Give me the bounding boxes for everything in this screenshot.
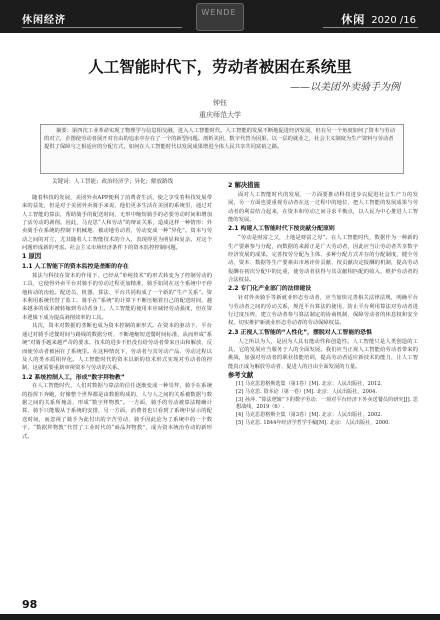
author-affiliation: 重庆师范大学 [199, 111, 241, 119]
body-paragraph: 随着科技的发展，美团外卖APP便利了消费者生活，使之享受着科技发展带来的益处，但是对于美团外卖骑手来说，他们更多生活在美团的系统里，通过对人工智能的算法，帮助骑手的配送时间，无形中缩短骑手的必要劳动时间和增加了活劳动的剥削。因此，马克思“人和劳动”的辩证关系，造成这样一种情形：外卖骑手在系统的控制下机械地、被动地劳动着，劳动变成一种“异化”。资本与劳动之间的对立，尤其随着人工智能技术的介入，表现得更为明显和复杂。对这个问题形成新的考虑。社会主义市场经济条件下的资本监控控制问题。 [22, 195, 212, 252]
body-paragraph: 面对人工智能时代的发展，一方面要推动科技进步以促进社会生产力的发展，另一方面也要重视劳动者在这一过程中的地位，把人工智能的发展成果与劳动者的利益结合起来，在资本和劳动之间寻求平衡点，以人民为中心推进人工智能的发展。 [228, 192, 418, 224]
issue-label [341, 11, 416, 27]
body-paragraph: 其次，资本对数据的垄断也成为资本控制的新形式。在资本的驱动下，平台通过对骑手送餐时间与路线的数据分析，不断地缩短送餐时间标准，从而形成“系统”对骑手越来越严苛的要求。技术的进步不但没有给劳动者带来自由和解放，反而使劳动者被困在了系统里。在这种情况下，劳动者与其劳动产品、劳动过程以及人的类本质相异化。人工智能时代的资本以新的技术形式实现对劳动者的控制，这就需要重新审视资本与劳动的关系。 [22, 323, 212, 372]
article-title: 人工智能时代下，劳动者被困在系统里 [88, 58, 352, 76]
section-label: 休闲经济 [22, 15, 66, 26]
author-name: 钟钰 [213, 99, 227, 107]
reference-item: [2] 马克思. 资本论（第一卷）[M]. 北京：人民出版社，2004. [236, 388, 377, 395]
header-rule-left [22, 27, 182, 28]
reference-item: [5] 马克思. 1844年经济学哲学手稿[M]. 北京：人民出版社，2000. [236, 420, 390, 427]
issue-number: 2020 /16 [371, 15, 416, 26]
reference-item: [3] 孙萍. “算法逻辑”下的数字劳动：一项对平台经济下外卖送餐员的研究[J]. 思想战线，2019（6）. [236, 396, 418, 411]
journal-logo [196, 3, 242, 29]
subsection-heading: 2.1 构建人工智能时代下按贡献分配原则 [228, 226, 335, 233]
keywords: 关键词：人工智能；政治经济学；异化；解放路线 [52, 179, 174, 185]
logo-text: WENDE [201, 8, 237, 17]
body-paragraph: 人之所以为人，是因为人具有能动性和创造性。人工智能只是人类创造的工具，它的发展应当服务于人的全面发展。我们应当正视人工智能给劳动者带来的挑战，加强对劳动者的职业技能培训，提高劳动者适应新技术的能力，让人工智能真正成为解放劳动者、促进人的自由全面发展的力量。 [228, 338, 418, 370]
reference-item: [4] 马克思恩格斯全集（第3卷）[M]. 北京：人民出版社，2002. [236, 412, 383, 419]
body-paragraph: 在人工智能时代，人们对数据与算法的信任逐渐变成一种崇拜，骑手在系统的指挥下奔跑，好像整个世界都是由数据构成的，人与人之间的关系被数据与数据之间的关系所掩盖，形成“数字拜物教”。一方面，骑手的劳动被算法精确计算，骑手只能服从于系统的安排，另一方面，消费者也只看到了系统中显示的配送时间，而忽视了骑手为此付出的辛苦劳动，骑手因此沦为了系统中的一个数字。“数据拜物教”代替了工业时代的“商品拜物教”，成为资本统治劳动的新形式。 [22, 383, 212, 440]
page-number: 98 [22, 598, 38, 611]
footer-bar [0, 614, 440, 620]
section-heading: 2 解决措施 [228, 182, 260, 189]
body-column-right [228, 181, 418, 428]
column-label: 休闲 [341, 13, 366, 26]
header-rule-right [323, 27, 418, 28]
section-heading: 1 原因 [22, 253, 42, 261]
article-subtitle: ——以美团外卖骑手为例 [290, 82, 400, 93]
body-paragraph: 算法与科技在资本的作用下，已经从“单纯技术”的形式转变为了控制劳动的工具，它使得外卖平台对骑手的劳动过程更加精准，骑手如同在这个系统中不停地转动的齿轮。配送员、机器、算法、平台共同构成了一个新的“生产关系”。资本利用系统代替了监工，骑手在“系统”的计算下不断压缩着自己的配送时间，越来越多的成本被转嫁到劳动者身上。人工智能的使用本应减轻劳动强度，但在资本逻辑下成为提高剥削效率的工具。 [22, 272, 212, 321]
body-paragraph: 针对外卖骑手等新就业形态劳动者，应当加快完善相关法律法规，明确平台与劳动者之间的劳动关系，规范平台算法的使用，防止平台利用算法对劳动者进行过度压榨，建立劳动者参与算法制定的协商机制，保障劳动者的休息权和安全权，切实维护新就业形态劳动者的劳动保障权益。 [228, 295, 418, 327]
subsection-heading: 2.2 专门化产业部门的法律建设 [228, 286, 312, 293]
subsection-heading: 1.1 人工智能下的资本监控是垄断的存在 [22, 264, 129, 270]
section-heading: 参考文献 [228, 372, 254, 379]
body-column-left [22, 194, 212, 441]
subsection-heading: 1.2 系统控制人工，形成“数字拜物教” [22, 374, 125, 381]
body-paragraph: “劳动是财富之父，土地是财富之母”。在人工智能时代，数据作为一种新的生产要素参与分配，而数据的来源正是广大劳动者，因此应当让劳动者共享数字经济发展的成果。完善按劳分配为主体、多种分配方式并存的分配制度，健全劳动、资本、数据等生产要素由市场评价贡献、按贡献决定报酬的机制，提高劳动报酬在初次分配中的比重，使劳动者获得与其贡献相匹配的收入，维护劳动者的合法权益。 [228, 235, 418, 284]
abstract-text: 摘要：第四次工业革命实现了物理学与信息相交融，进入人工智能时代。人工智能的发展不断地促进经济发展，但在另一个角度如何了资本与劳动的对立，企图使劳动者展开对自由的追求中存在了一个的新型问题。剖析美团，数字代替为因果，以一层的就业之，社会主义制度为生产资料与劳动者提供了保障与之相适应的分配方式，如何在人工智能时代以发展成果增进全体人民共享共同富裕之路。 [44, 128, 396, 151]
subsection-heading: 2.3 正视人工智能的“人性化”，摆脱对人工智能的恐惧 [228, 329, 372, 336]
reference-item: [1] 马克思恩格斯选集（第1卷）[M]. 北京：人民出版社，2012. [236, 381, 383, 388]
